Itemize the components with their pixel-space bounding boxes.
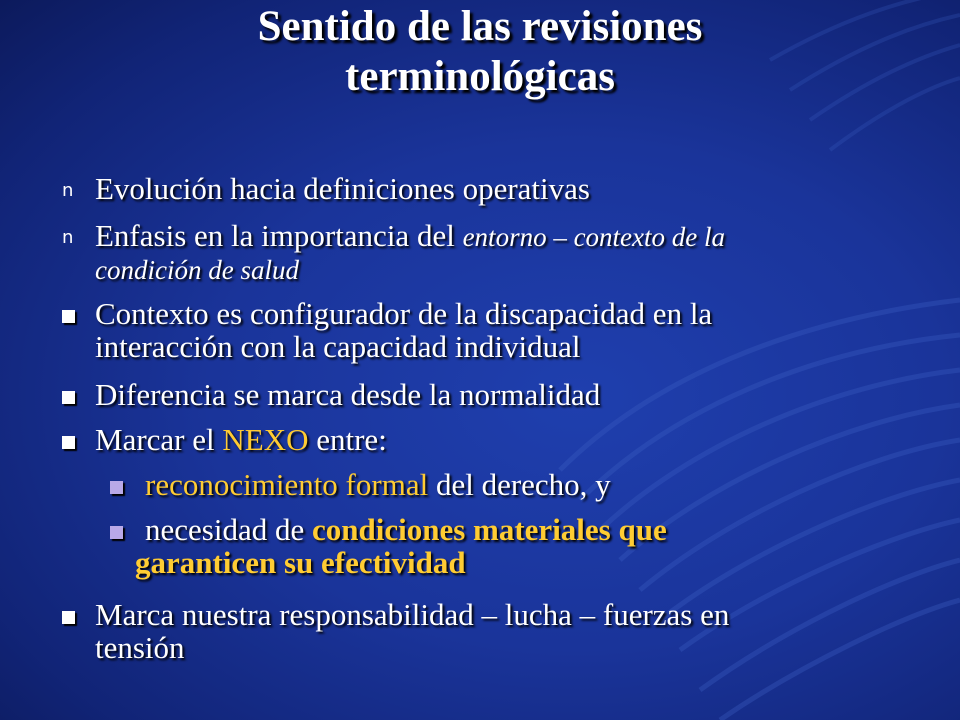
list-item-line-2: tensión [95,630,185,665]
sub-item-line-1 [145,513,667,546]
list-item-text: Evolución hacia definiciones operativas [95,171,590,206]
list-item-contexto [95,297,712,363]
sub-item-text: necesidad de [145,512,312,547]
list-item-text: Enfasis en la importancia del [95,218,463,253]
list-item-line-1 [95,423,387,456]
highlight-condiciones: condiciones materiales que [311,512,667,547]
list-item-evolucion [95,172,590,205]
list-item-marcar-nexo [95,423,387,456]
list-item-italic-text: condición de salud [95,255,299,285]
list-item-text: Marcar el [95,422,223,457]
list-item-line-1: Marca nuestra responsabilidad – lucha – fuerzas en [95,597,730,632]
list-item-text: Diferencia se marca desde la normalidad [95,377,601,412]
slide-title-line-1: Sentido de las revisiones [257,3,703,50]
list-item-enfasis [95,219,725,287]
bullet-n-icon: n [62,180,74,201]
list-item-line-1: Contexto es configurador de la discapacidad en la [95,296,713,331]
sub-item-necesidad [135,512,667,580]
highlight-garanticen: garanticen su efectividad [135,545,466,580]
list-item-italic-text: entorno – contexto de la [462,222,726,252]
sub-item-reconocimiento [145,468,611,501]
list-item-marca [95,598,729,664]
sub-item-text: del derecho, y [428,467,611,502]
bullet-n-icon: n [62,227,74,248]
list-item-text: entre: [308,422,387,457]
highlight-nexo: NEXO [222,422,309,457]
square-bullet-icon [62,436,75,449]
sub-item-line-1 [145,468,611,501]
slide-title [0,2,960,102]
square-bullet-icon [62,310,75,323]
sub-bullet-icon [110,526,123,539]
list-item-diferencia [95,378,600,411]
square-bullet-icon [62,391,75,404]
highlight-reconocimiento: reconocimiento formal [145,467,429,502]
slide-title-line-2: terminológicas [345,53,615,100]
square-bullet-icon [62,611,75,624]
list-item-line-1 [95,219,725,254]
sub-bullet-icon [110,481,123,494]
list-item-line-2: interacción con la capacidad individual [95,329,581,364]
